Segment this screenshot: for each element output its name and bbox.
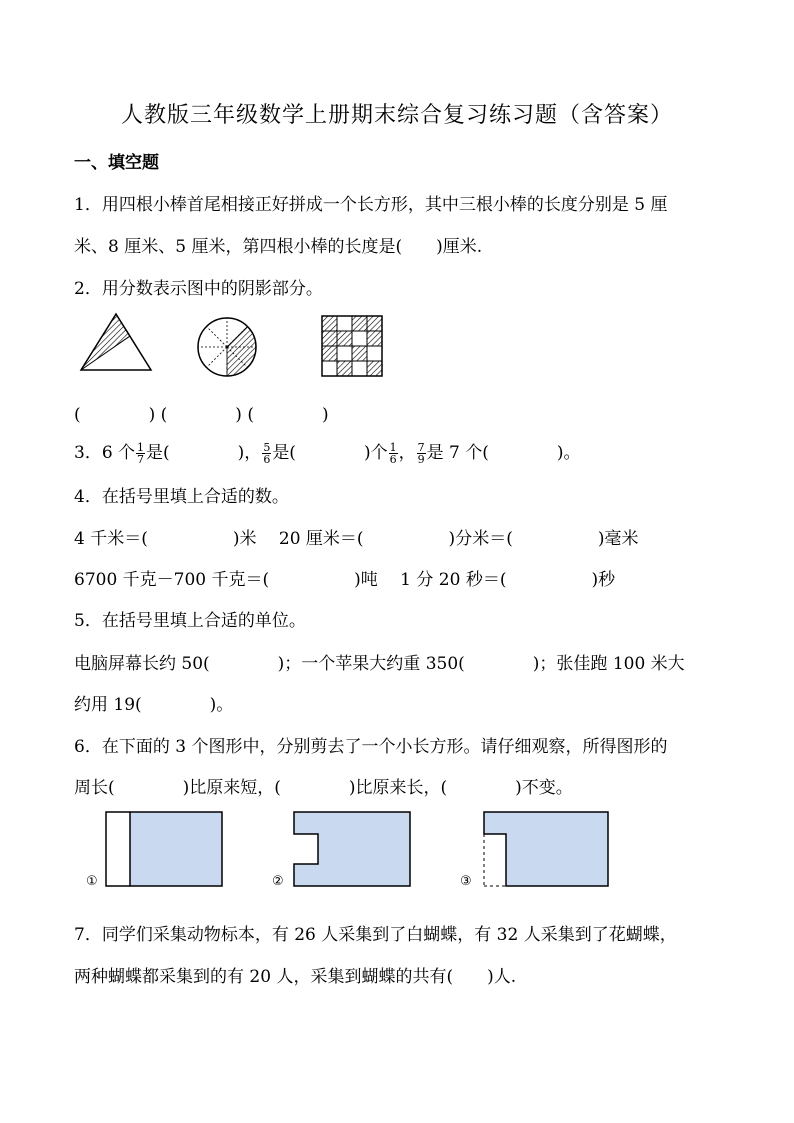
q1-line2: 米、8 厘米、5 厘米，第四根小棒的长度是( )厘米.: [74, 237, 483, 257]
cut-figure-1: [84, 808, 224, 888]
q1-line1: 1．用四根小棒首尾相接正好拼成一个长方形，其中三根小棒的长度分别是 5 厘: [74, 195, 668, 215]
q3-part1: 3．6 个: [74, 443, 136, 463]
q3-frac3-num: 1: [389, 441, 397, 454]
q7-line1: 7．同学们采集动物标本，有 26 人采集到了白蝴蝶，有 32 人采集到了花蝴蝶，: [74, 925, 677, 945]
q2-text: 2．用分数表示图中的阴影部分。: [74, 279, 323, 299]
q3-line: [74, 438, 580, 465]
q3-frac4-num: 7: [417, 441, 425, 454]
q5-line1: 电脑屏幕长约 50( )；一个苹果大约重 350( )；张佳跑 100 米大: [74, 654, 685, 674]
q3-frac4-den: 9: [417, 453, 425, 466]
shaded-circle-figure: [196, 316, 258, 378]
fraction-1-7: [136, 442, 145, 465]
shaded-grid-figure: [322, 316, 382, 376]
q2-answers: ( ) ( ) ( ): [74, 405, 329, 425]
cut-figure-3: [480, 808, 610, 888]
q3-frac2-num: 5: [263, 441, 271, 454]
q6-line2: 周长( )比原来短，( )比原来长，( )不变。: [74, 778, 573, 798]
cut-figure-2: [290, 808, 412, 888]
q3-part2: 是( )，: [146, 443, 262, 463]
q4-text: 4．在括号里填上合适的数。: [74, 487, 289, 507]
figure-2-label: ②: [272, 874, 284, 889]
fraction-1-6: [389, 442, 398, 465]
q7-line2: 两种蝴蝶都采集到的有 20 人，采集到蝴蝶的共有( )人.: [74, 967, 517, 987]
figure-1-label: ①: [86, 874, 98, 889]
q4-line2: 6700 千克－700 千克＝( )吨 1 分 20 秒＝( )秒: [74, 570, 616, 590]
section-heading: 一、填空题: [74, 153, 159, 173]
q3-part5: 是 7 个( )。: [426, 443, 581, 463]
q5-line2: 约用 19( )。: [74, 695, 234, 715]
q4-line1: 4 千米＝( )米 20 厘米＝( )分米＝( )毫米: [74, 529, 639, 549]
q6-line1: 6．在下面的 3 个图形中，分别剪去了一个小长方形。请仔细观察，所得图形的: [74, 737, 668, 757]
q3-frac1-den: 7: [137, 453, 145, 466]
q3-part3: 是( )个: [272, 443, 388, 463]
q3-frac3-den: 6: [389, 453, 397, 466]
q3-frac2-den: 6: [263, 453, 271, 466]
fraction-5-6: [262, 442, 271, 465]
q3-frac1-num: 1: [137, 441, 145, 454]
q3-part4: ，: [398, 443, 416, 463]
fraction-7-9: [417, 442, 426, 465]
shaded-triangle-figure: [80, 313, 152, 371]
figure-3-label: ③: [460, 874, 472, 889]
page-title: 人教版三年级数学上册期末综合复习练习题（含答案）: [120, 103, 673, 128]
q5-text: 5．在括号里填上合适的单位。: [74, 611, 306, 631]
